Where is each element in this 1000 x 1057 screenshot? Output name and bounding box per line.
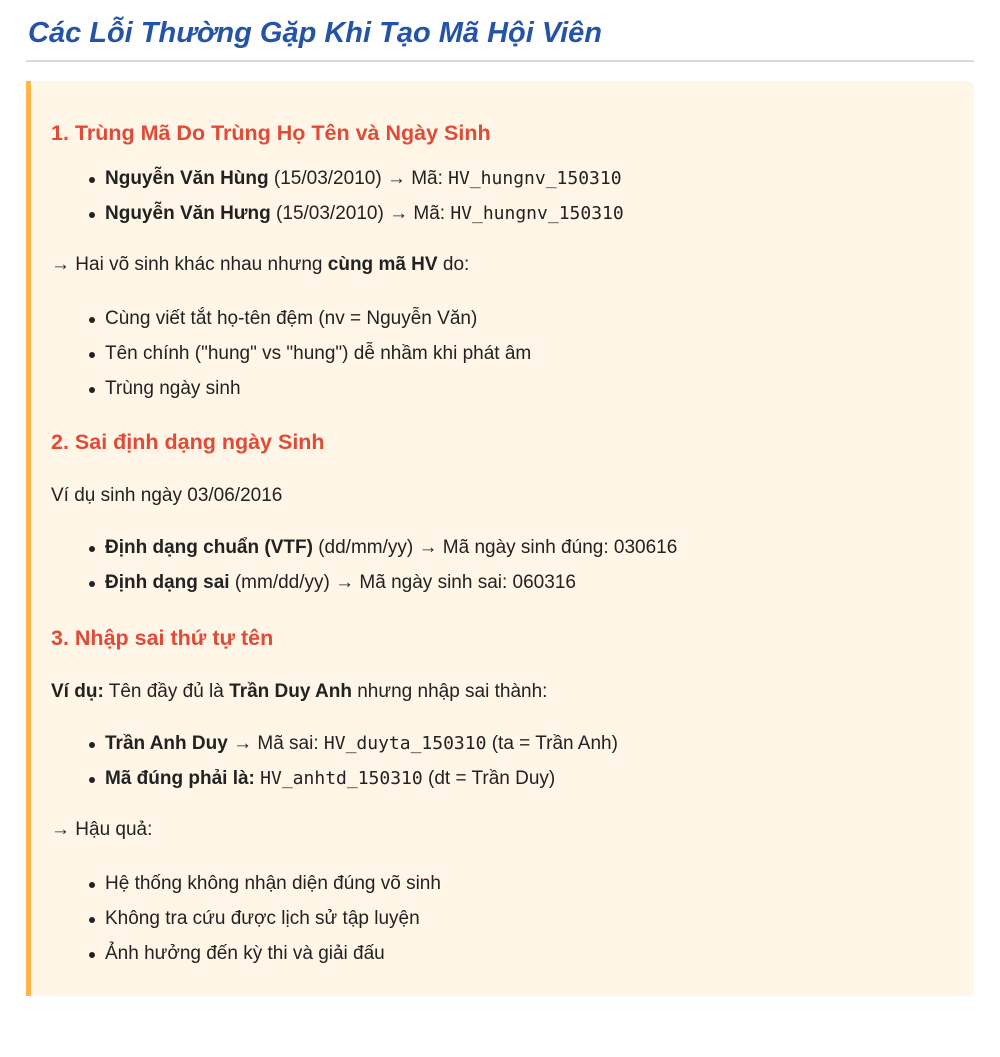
duplicate-examples-list [51,161,954,231]
consequence-label: → Hậu quả: [51,819,153,840]
list-item: Nguyễn Văn Hùng (15/03/2010) → Mã: HV_hungnv_150310 [105,161,954,196]
consequences-list [51,866,954,971]
section-heading-duplicate-code: 1. Trùng Mã Do Trùng Họ Tên và Ngày Sinh [51,121,491,145]
duplicate-reasons-list [51,301,954,406]
list-item: Mã đúng phải là: HV_anhtd_150310 (dt = Trần Duy) [105,761,954,796]
errors-callout-box [26,81,974,996]
list-item: Tên chính ("hung" vs "hung") dễ nhầm khi phát âm [105,336,954,371]
list-item: Nguyễn Văn Hưng (15/03/2010) → Mã: HV_hungnv_150310 [105,196,954,231]
list-item: Định dạng chuẩn (VTF) (dd/mm/yy) → Mã ngày sinh đúng: 030616 [105,530,954,565]
name-order-list [51,726,954,796]
name-order-example: Ví dụ: Tên đầy đủ là Trần Duy Anh nhưng nhập sai thành: [51,681,548,702]
list-item: Hệ thống không nhận diện đúng võ sinh [105,866,954,901]
list-item: Trùng ngày sinh [105,371,954,406]
list-item: Không tra cứu được lịch sử tập luyện [105,901,954,936]
list-item: Trần Anh Duy → Mã sai: HV_duyta_150310 (ta = Trần Anh) [105,726,954,761]
section-heading-date-format: 2. Sai định dạng ngày Sinh [51,430,325,454]
page-title: Các Lỗi Thường Gặp Khi Tạo Mã Hội Viên [26,0,974,62]
duplicate-note: → Hai võ sinh khác nhau nhưng cùng mã HV do: [51,254,470,275]
list-item: Định dạng sai (mm/dd/yy) → Mã ngày sinh sai: 060316 [105,565,954,600]
date-format-list [51,530,954,600]
section-heading-name-order: 3. Nhập sai thứ tự tên [51,626,274,650]
date-example: Ví dụ sinh ngày 03/06/2016 [51,485,283,506]
list-item: Cùng viết tắt họ-tên đệm (nv = Nguyễn Văn) [105,301,954,336]
list-item: Ảnh hưởng đến kỳ thi và giải đấu [105,936,954,971]
